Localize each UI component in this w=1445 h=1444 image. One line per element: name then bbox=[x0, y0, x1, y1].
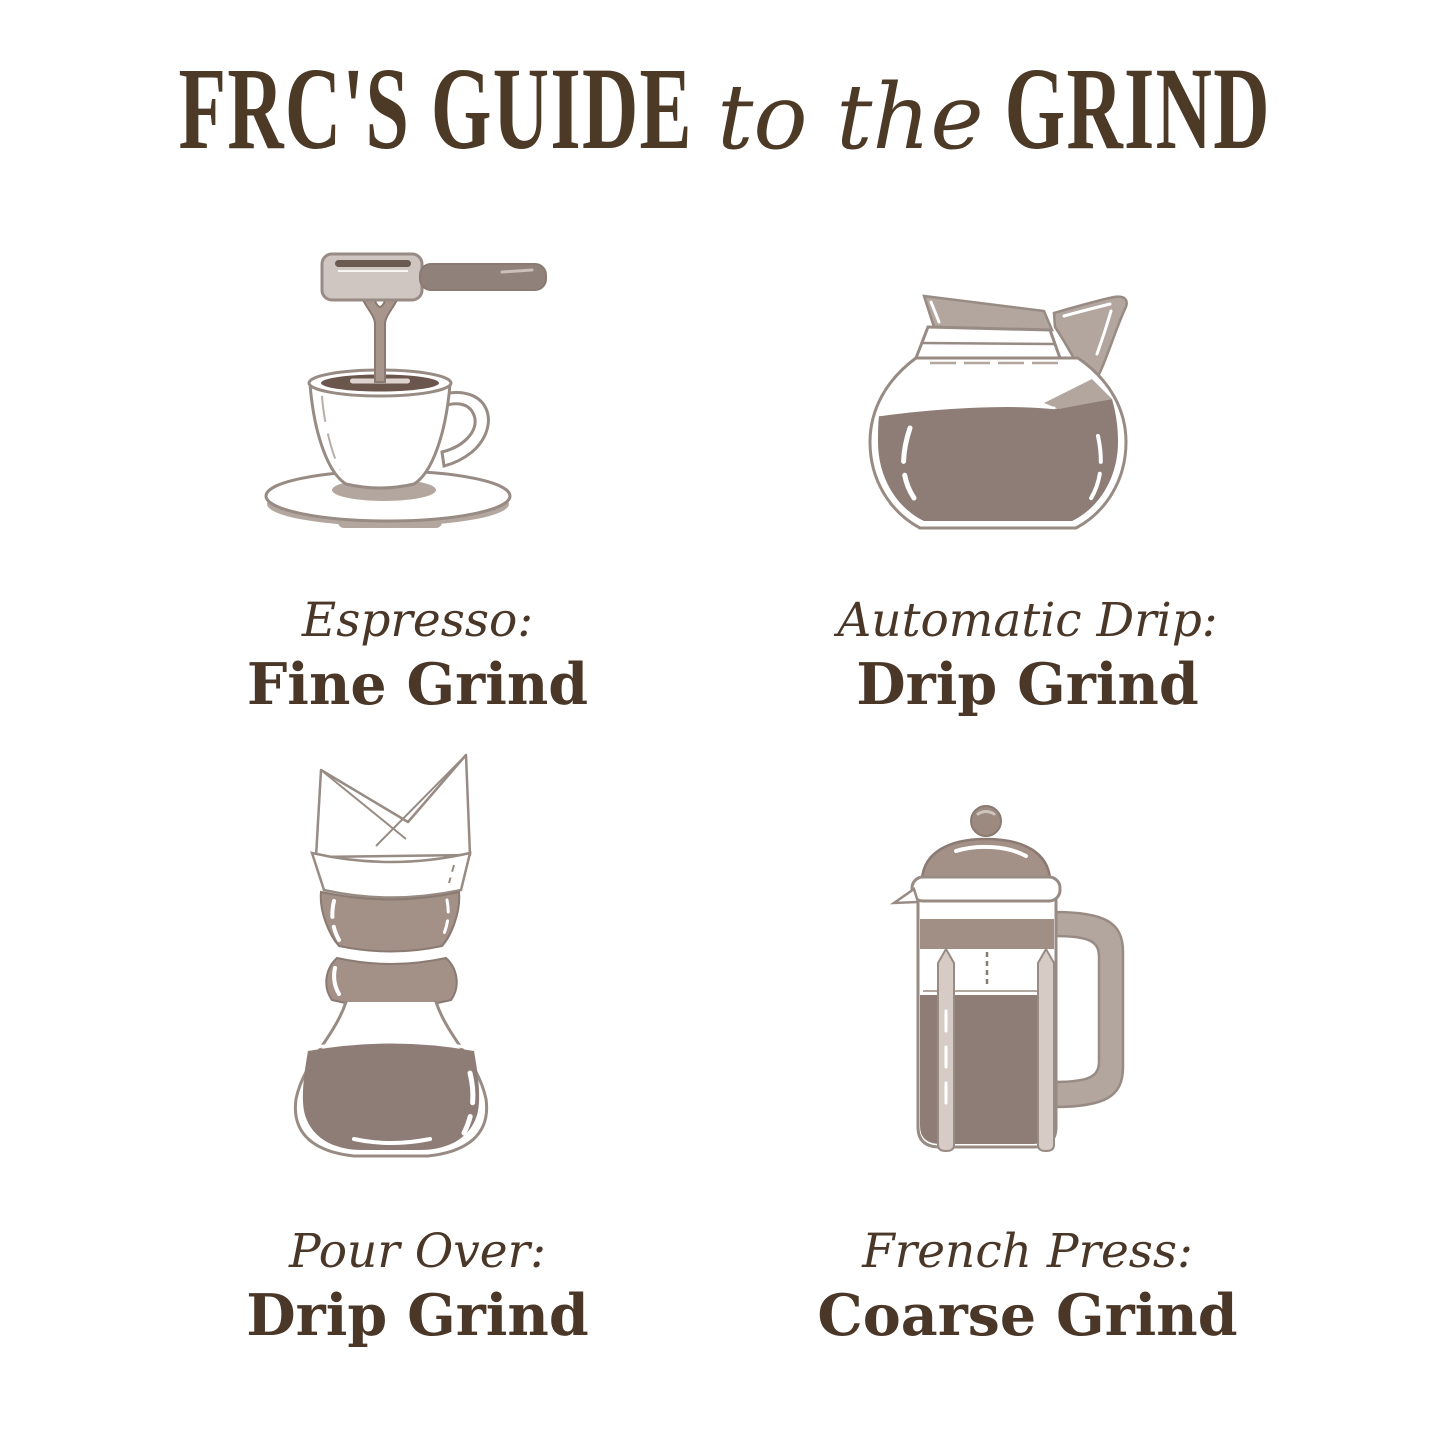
french-press-card bbox=[723, 749, 1333, 1350]
pour-over-icon bbox=[258, 749, 578, 1189]
espresso-illustration bbox=[238, 226, 598, 558]
automatic-drip-illustration bbox=[858, 226, 1198, 558]
automatic-drip-label bbox=[837, 592, 1217, 719]
espresso-portafilter-cup-icon bbox=[238, 226, 598, 558]
pour-over-label bbox=[246, 1223, 588, 1350]
french-press-method-text: French Press: bbox=[862, 1224, 1193, 1280]
french-press-illustration bbox=[868, 749, 1188, 1189]
automatic-drip-method-text: Automatic Drip: bbox=[837, 593, 1218, 648]
automatic-drip-grind-text: Drip Grind bbox=[856, 650, 1199, 718]
french-press-grind-text: Coarse Grind bbox=[817, 1281, 1238, 1349]
title-text-right: GRIND bbox=[1004, 43, 1271, 174]
pour-over-grind-text: Drip Grind bbox=[246, 1281, 589, 1349]
espresso-grind-text: Fine Grind bbox=[246, 650, 589, 718]
french-press-icon bbox=[868, 799, 1188, 1189]
drip-carafe-icon bbox=[858, 266, 1198, 558]
espresso-method-text: Espresso: bbox=[301, 593, 534, 648]
automatic-drip-card bbox=[723, 226, 1333, 719]
espresso-label bbox=[247, 592, 588, 719]
title-text-left: FRC'S GUIDE bbox=[178, 43, 693, 174]
pour-over-illustration bbox=[258, 749, 578, 1189]
page-title bbox=[0, 0, 1445, 174]
brew-method-grid bbox=[0, 226, 1445, 1350]
french-press-label bbox=[817, 1223, 1237, 1350]
pour-over-method-text: Pour Over: bbox=[289, 1224, 546, 1280]
title-script-text: to the bbox=[717, 65, 984, 170]
espresso-card bbox=[113, 226, 723, 719]
pour-over-card bbox=[113, 749, 723, 1350]
